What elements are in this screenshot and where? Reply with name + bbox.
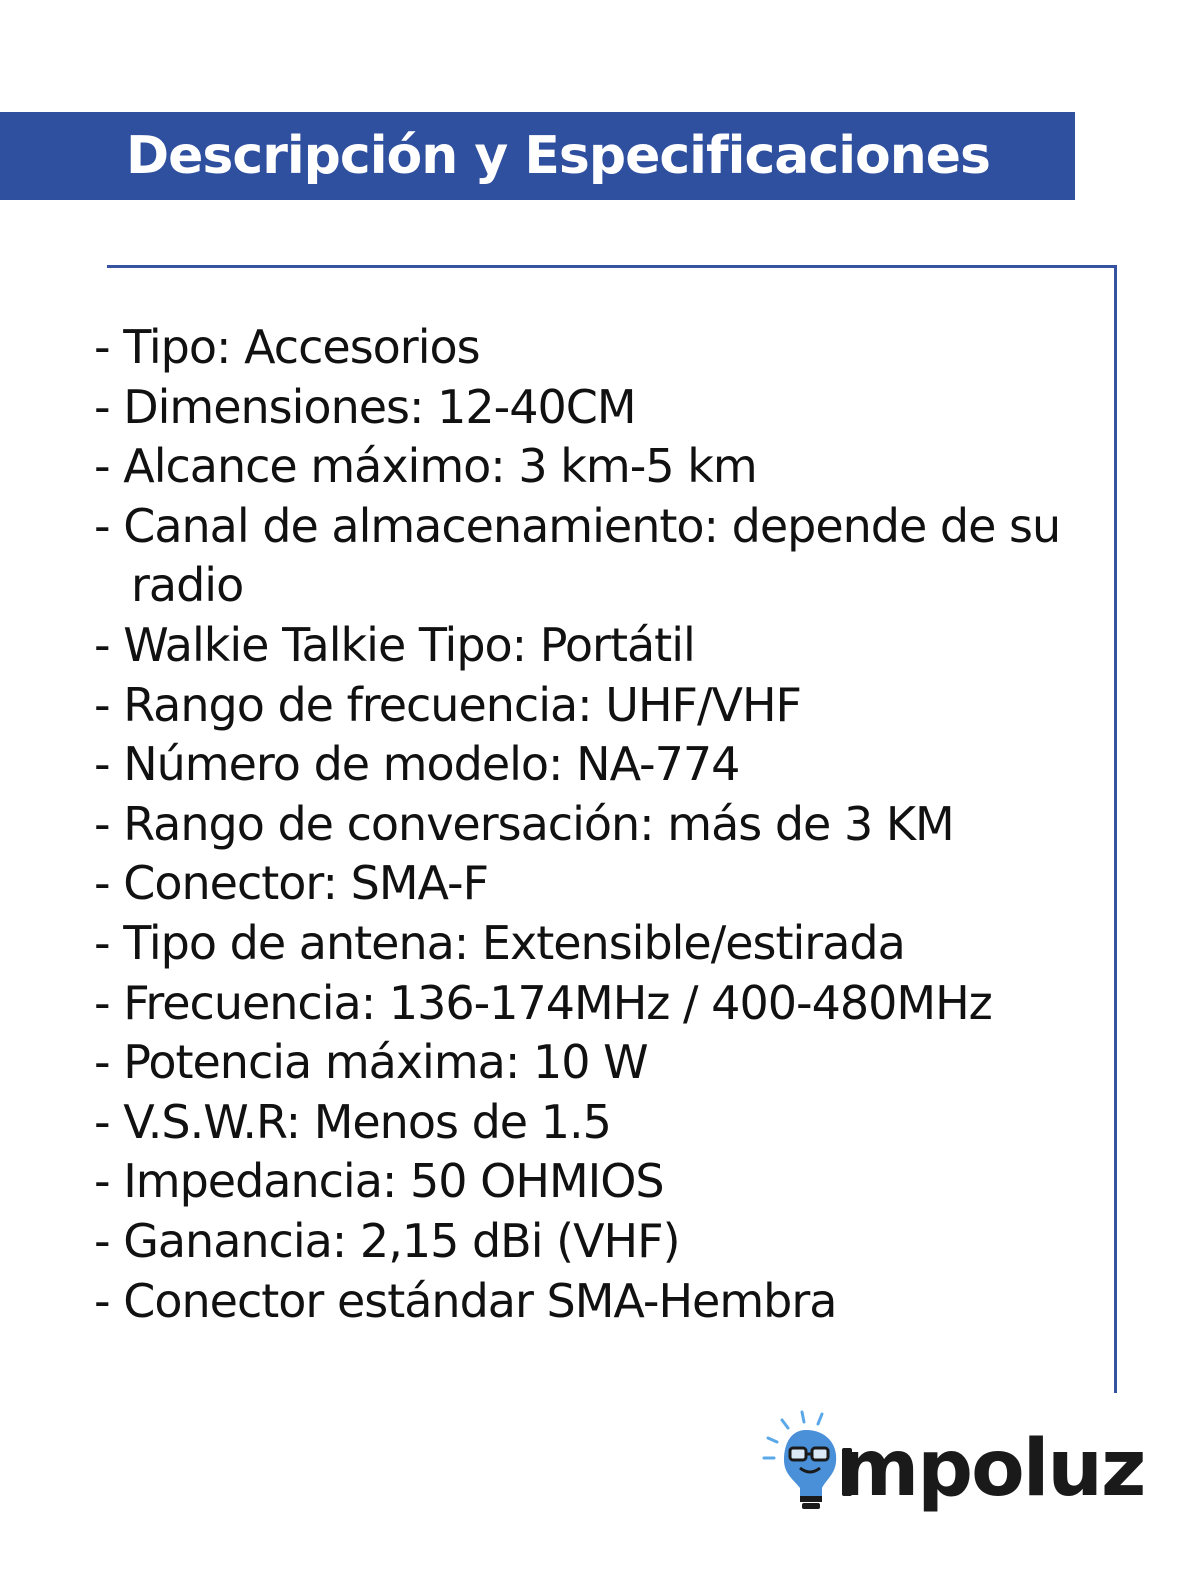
frame-top-line bbox=[107, 265, 1117, 268]
brand-logo bbox=[760, 1404, 1145, 1524]
spec-item-dimensiones: - Dimensiones: 12-40CM bbox=[94, 379, 636, 434]
spec-item-conector-estandar: - Conector estándar SMA-Hembra bbox=[94, 1273, 837, 1328]
spec-item-antena: - Tipo de antena: Extensible/estirada bbox=[94, 915, 905, 970]
spec-item-conector: - Conector: SMA-F bbox=[94, 856, 489, 911]
spec-list bbox=[94, 318, 1094, 1331]
spec-item-vswr: - V.S.W.R: Menos de 1.5 bbox=[94, 1094, 611, 1149]
page-title: Descripción y Especificaciones bbox=[126, 126, 990, 186]
frame-right-line bbox=[1114, 265, 1117, 1393]
spec-item-rango-conversacion: - Rango de conversación: más de 3 KM bbox=[94, 796, 954, 851]
spec-item-ganancia: - Ganancia: 2,15 dBi (VHF) bbox=[94, 1213, 680, 1268]
spec-item-tipo: - Tipo: Accesorios bbox=[94, 320, 480, 374]
spec-item-potencia: - Potencia máxima: 10 W bbox=[94, 1035, 648, 1090]
brand-name: mpoluz bbox=[838, 1424, 1145, 1514]
spec-item-walkie-tipo: - Walkie Talkie Tipo: Portátil bbox=[94, 617, 695, 672]
spec-item-canal: - Canal de almacenamiento: depende de su radio bbox=[94, 498, 1061, 613]
spec-item-frecuencia: - Frecuencia: 136-174MHz / 400-480MHz bbox=[94, 975, 992, 1030]
spec-item-modelo: - Número de modelo: NA-774 bbox=[94, 737, 740, 792]
spec-item-alcance: - Alcance máximo: 3 km-5 km bbox=[94, 439, 757, 494]
spec-item-rango-frecuencia: - Rango de frecuencia: UHF/VHF bbox=[94, 677, 802, 732]
spec-item-impedancia: - Impedancia: 50 OHMIOS bbox=[94, 1154, 664, 1209]
header-banner bbox=[0, 112, 1075, 200]
